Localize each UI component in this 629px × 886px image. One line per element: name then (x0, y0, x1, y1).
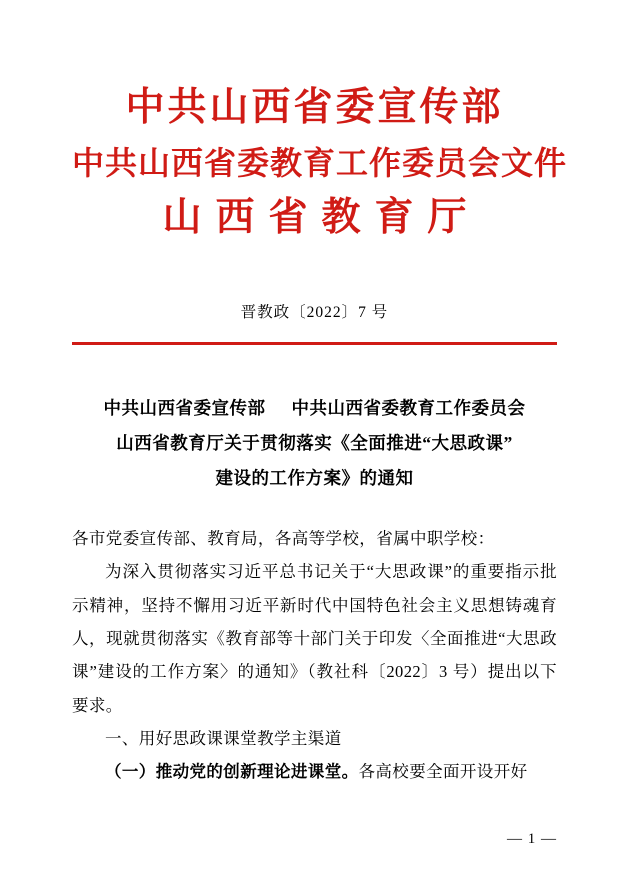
page-number: — 1 — (507, 831, 557, 847)
masthead (72, 0, 568, 240)
document-title (72, 391, 557, 496)
title-line-1 (72, 391, 557, 426)
masthead-line-2-main: 中共山西省委教育工作委员会 (72, 144, 502, 181)
masthead-line-2 (72, 144, 568, 182)
title-line-1-right: 中共山西省委教育工作委员会 (291, 397, 526, 418)
body-item-1 (72, 755, 557, 788)
masthead-line-3: 山西省教育厅 (162, 195, 481, 239)
body-item-1-label: （一）推动党的创新理论进课堂。 (105, 762, 359, 782)
document-body (72, 522, 557, 789)
body-paragraph-1: 为深入贯彻落实习近平总书记关于“大思政课”的重要指示批示精神，坚持不懈用习近平新时代中国特色社会主义思想铸魂育人，现就贯彻落实《教育部等十部门关于印发〈全面推进“大思政课”建设的工作方案〉的通知》（教社科〔2022〕3 号）提出以下要求。 (72, 562, 557, 715)
title-line-2: 山西省教育厅关于贯彻落实《全面推进“大思政课” (116, 432, 513, 453)
document-number: 晋教政〔2022〕7 号 (240, 304, 389, 322)
title-line-1-left: 中共山西省委宣传部 (103, 397, 266, 418)
body-item-1-text: 各高校要全面开设开好 (358, 762, 528, 782)
title-line-3: 建设的工作方案》的通知 (215, 467, 414, 488)
masthead-wenjian-label: 文件 (501, 144, 568, 181)
masthead-line-1: 中共山西省委宣传部 (125, 86, 504, 129)
body-section-heading-1: 一、用好思政课课堂教学主渠道 (105, 728, 342, 748)
red-separator-rule (72, 342, 557, 345)
body-addressee: 各市党委宣传部、教育局，各高等学校，省属中职学校： (72, 528, 495, 548)
